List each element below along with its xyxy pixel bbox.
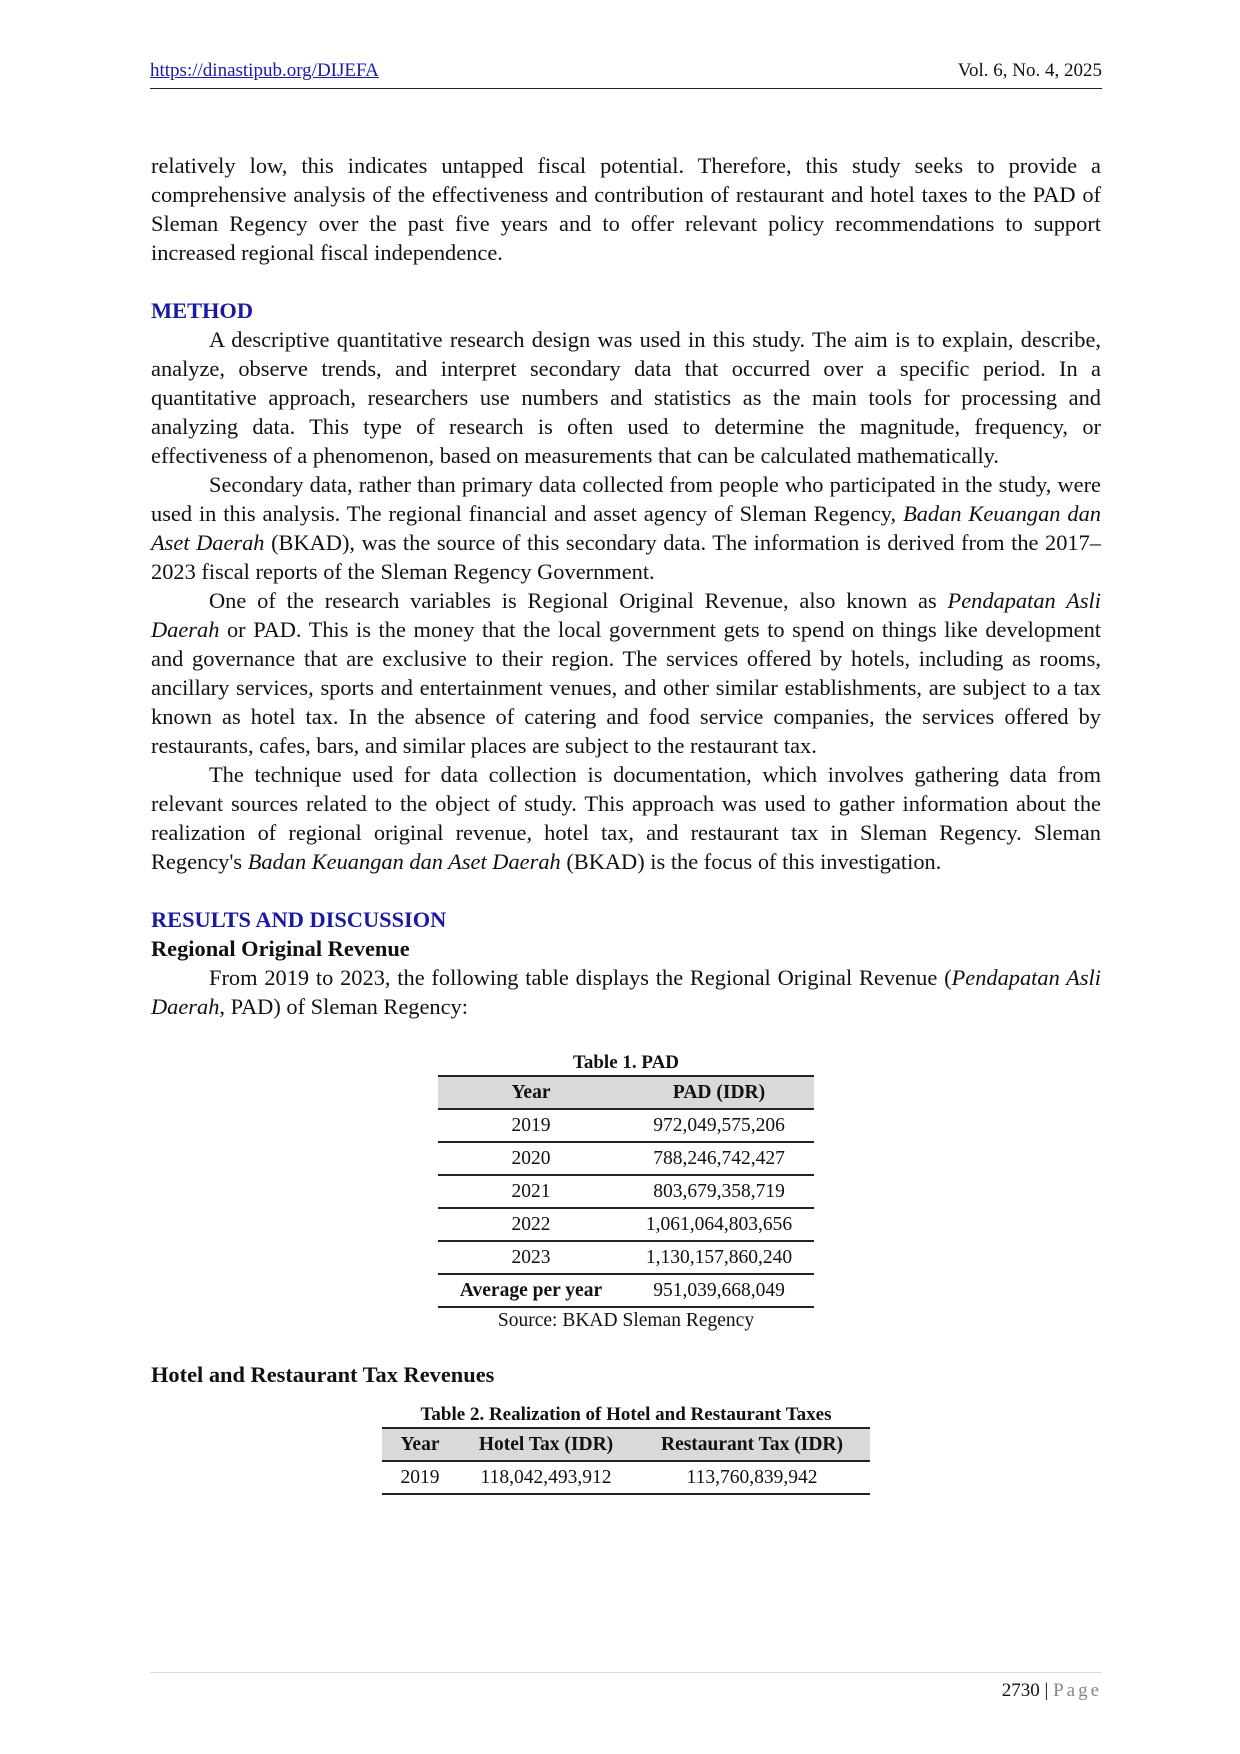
table-cell: 2022 (511, 1213, 551, 1235)
page-label: Page (1053, 1680, 1102, 1701)
table-cell: 2019 (511, 1114, 551, 1136)
table-cell: 113,760,839,942 (686, 1466, 818, 1488)
table-cell: 118,042,493,912 (480, 1466, 612, 1488)
table-1 (438, 1075, 814, 1308)
page-content (151, 151, 1101, 1495)
table-cell: 2021 (511, 1180, 551, 1202)
table-row (438, 1109, 814, 1142)
table-cell: 951,039,668,049 (653, 1279, 785, 1301)
table-cell: 2023 (511, 1246, 551, 1268)
method-paragraph-3: One of the research variables is Regional Original Revenue, also known as Pendapatan Asli Daerah or PAD. This is the money that the local government gets to spend on things like development and governance that are exclusive to their region. The services offered by hotels, including as rooms, ancillary services, sports and entertainment venues, and other similar establishments, are subject to a tax known as hotel tax. In the absence of catering and food service companies, the services offered by restaurants, cafes, bars, and similar places are subject to the restaurant tax. (151, 588, 1101, 758)
volume-info: Vol. 6, No. 4, 2025 (957, 60, 1102, 81)
table-cell: 803,679,358,719 (653, 1180, 785, 1202)
subheading-regional-revenue: Regional Original Revenue (151, 936, 410, 961)
table-cell: 2019 (400, 1466, 440, 1488)
table-1-caption: Table 1. PAD (572, 1052, 680, 1073)
table-row (438, 1142, 814, 1175)
column-header: Year (511, 1081, 551, 1103)
column-header: PAD (IDR) (672, 1081, 766, 1103)
table-cell: Average per year (459, 1279, 603, 1301)
table-cell: 788,246,742,427 (653, 1147, 785, 1169)
method-heading: METHOD (151, 298, 254, 323)
method-paragraph-1: A descriptive quantitative research design was used in this study. The aim is to explain, describe, analyze, observe trends, and interpret secondary data that occurred over a specific period. In a quantitative approach, researchers use numbers and statistics as the main tools for processing and analyzing data. This type of research is often used to determine the magnitude, frequency, or effectiveness of a phenomenon, based on measurements that can be calculated mathematically. (151, 327, 1101, 468)
table-cell: 2020 (511, 1147, 551, 1169)
table-header-row (382, 1428, 870, 1461)
table-row (438, 1175, 814, 1208)
table-1-source: Source: BKAD Sleman Regency (497, 1310, 755, 1331)
table-cell: 972,049,575,206 (653, 1114, 785, 1136)
footer-divider (150, 1672, 1102, 1673)
column-header: Year (400, 1433, 440, 1455)
intro-paragraph: relatively low, this indicates untapped fiscal potential. Therefore, this study seeks to provide a comprehensive analysis of the effectiveness and contribution of restaurant and hotel taxes to the PAD of Sleman Regency over the past five years and to offer relevant policy recommendations to support increased regional fiscal independence. (151, 153, 1101, 265)
table-cell: 1,061,064,803,656 (645, 1213, 793, 1235)
table-header-row (438, 1076, 814, 1109)
page-header (150, 58, 1102, 89)
table-2-caption: Table 2. Realization of Hotel and Restaurant Taxes (420, 1404, 832, 1425)
column-header: Hotel Tax (IDR) (478, 1433, 614, 1455)
page-separator: | (1044, 1680, 1049, 1701)
results-heading: RESULTS AND DISCUSSION (151, 907, 447, 932)
table-row (438, 1241, 814, 1274)
method-paragraph-2: Secondary data, rather than primary data collected from people who participated in the study, were used in this analysis. The regional financial and asset agency of Sleman Regency, Badan Keuangan dan Aset Daerah (BKAD), was the source of this secondary data. The information is derived from the 2017–2023 fiscal reports of the Sleman Regency Government. (151, 472, 1102, 584)
journal-link[interactable]: https://dinastipub.org/DIJEFA (150, 60, 379, 81)
page-number: 2730 (1001, 1680, 1040, 1701)
method-paragraph-4: The technique used for data collection is documentation, which involves gathering data from relevant sources related to the object of study. This approach was used to gather information about the realization of regional original revenue, hotel tax, and restaurant tax in Sleman Regency. Sleman Regency's Badan Keuangan dan Aset Daerah (BKAD) is the focus of this investigation. (151, 762, 1101, 874)
table-1-block (151, 1051, 1101, 1334)
table-average-row (438, 1274, 814, 1307)
table-2 (382, 1427, 870, 1495)
column-header: Restaurant Tax (IDR) (660, 1433, 843, 1455)
table-cell: 1,130,157,860,240 (645, 1246, 793, 1268)
table-row (438, 1208, 814, 1241)
page-footer (1002, 1680, 1102, 1702)
table-2-block (151, 1403, 1101, 1495)
results-paragraph-1: From 2019 to 2023, the following table displays the Regional Original Revenue (Pendapatan Asli Daerah, PAD) of Sleman Regency: (151, 965, 1102, 1019)
table-row (382, 1461, 870, 1494)
subheading-tax-revenues: Hotel and Restaurant Tax Revenues (151, 1362, 495, 1387)
